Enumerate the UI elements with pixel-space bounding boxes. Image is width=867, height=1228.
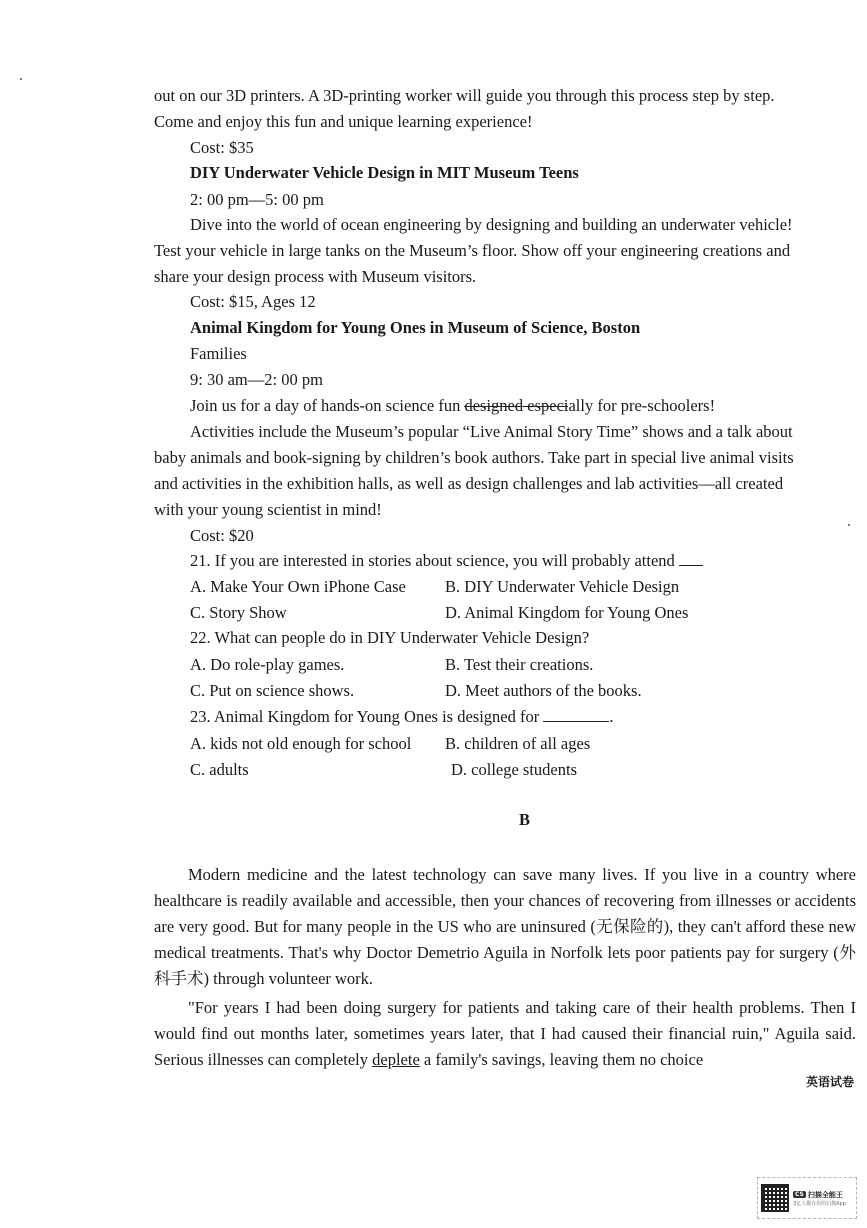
qr-code-icon — [761, 1184, 789, 1212]
text-segment: ally for pre-schoolers! — [568, 396, 716, 415]
section-heading: B — [519, 810, 531, 829]
text-line: Dive into the world of ocean engineering by designing and building an underwater vehicle! — [190, 215, 793, 234]
app-name: 扫描全能王 — [807, 1190, 843, 1199]
option-c: C. Put on science shows. — [190, 681, 355, 700]
paragraph-text: a family's savings, leaving them no choice — [419, 1050, 704, 1069]
scanner-watermark — [757, 1177, 857, 1219]
event-title: Animal Kingdom for Young Ones in Museum of Science, Boston — [190, 318, 641, 337]
option-b: B. DIY Underwater Vehicle Design — [445, 577, 680, 596]
app-badge: CS — [795, 1191, 804, 1198]
question-21-stem — [190, 551, 703, 571]
paragraph-text: Modern medicine and the latest technology can save many lives. If you live in a country where healthcare is readily available and accessible, then your chances of recovering from illnesses or accidents are very good. But for many people in the US who are uninsured (无保险的), they can't afford these new medical treatments. That's why Doctor Demetrio Aguila in Norfolk lets poor patients pay for surgery (外科手术) through volunteer work. — [154, 865, 856, 988]
paragraph-1 — [154, 862, 856, 992]
option-a: A. Make Your Own iPhone Case — [190, 577, 406, 596]
option-a: A. kids not old enough for school — [190, 734, 412, 753]
text-line: Test your vehicle in large tanks on the Museum’s floor. Show off your engineering creations and — [154, 241, 791, 260]
cost-line: Cost: $35 — [190, 138, 254, 157]
text-line — [190, 396, 715, 416]
option-a: A. Do role-play games. — [190, 655, 345, 674]
option-b: B. children of all ages — [445, 734, 591, 753]
option-b: B. Test their creations. — [445, 655, 594, 674]
text-line: Activities include the Museum’s popular “Live Animal Story Time” shows and a talk about — [190, 422, 793, 441]
paragraph-2 — [154, 995, 856, 1073]
text-line: and activities in the exhibition halls, as well as design challenges and lab activities—all created — [154, 474, 784, 493]
watermark-text — [793, 1190, 846, 1207]
question-23-stem — [190, 707, 614, 727]
cost-line: Cost: $20 — [190, 526, 254, 545]
paragraph-text: "For years I had been doing surgery for patients and taking care of their health problems. Then I would find out months later, sometimes years later, that I had caused their financial ruin," Aguila said. Serious illnesses can completely — [154, 998, 856, 1069]
text-line: with your young scientist in mind! — [154, 500, 382, 519]
event-title: DIY Underwater Vehicle Design in MIT Museum Teens — [190, 163, 579, 182]
cost-line: Cost: $15, Ages 12 — [190, 292, 316, 311]
option-d: D. Meet authors of the books. — [445, 681, 642, 700]
app-subtitle: 3亿人都在用的扫描App — [793, 1200, 846, 1207]
option-c: C. Story Show — [190, 603, 287, 622]
scan-speck — [20, 78, 22, 80]
text-line: Come and enjoy this fun and unique learning experience! — [154, 112, 533, 131]
question-end: . — [609, 707, 614, 726]
question-text: 23. Animal Kingdom for Young Ones is designed for — [190, 707, 540, 726]
question-text: 21. If you are interested in stories about science, you will probably attend — [190, 551, 675, 570]
event-time: 2: 00 pm—5: 00 pm — [190, 190, 324, 209]
option-d: D. Animal Kingdom for Young Ones — [445, 603, 689, 622]
text-line: baby animals and book-signing by children’s book authors. Take part in special live animal visits — [154, 448, 794, 467]
question-22-stem: 22. What can people do in DIY Underwater Vehicle Design? — [190, 628, 590, 647]
event-time: 9: 30 am—2: 00 pm — [190, 370, 323, 389]
option-d: D. college students — [451, 760, 578, 779]
option-c: C. adults — [190, 760, 249, 779]
event-audience: Families — [190, 344, 247, 363]
text-segment: Join us for a day of hands-on science fun — [190, 396, 465, 415]
underlined-word: deplete — [372, 1050, 420, 1069]
text-line: out on our 3D printers. A 3D-printing worker will guide you through this process step by step. — [154, 86, 775, 105]
subject-label: 英语试卷 — [805, 1075, 854, 1089]
answer-blank — [543, 707, 609, 722]
answer-blank — [679, 551, 703, 566]
struck-text: designed especi — [464, 396, 569, 415]
scan-speck — [848, 524, 850, 526]
text-line: share your design process with Museum visitors. — [154, 267, 477, 286]
